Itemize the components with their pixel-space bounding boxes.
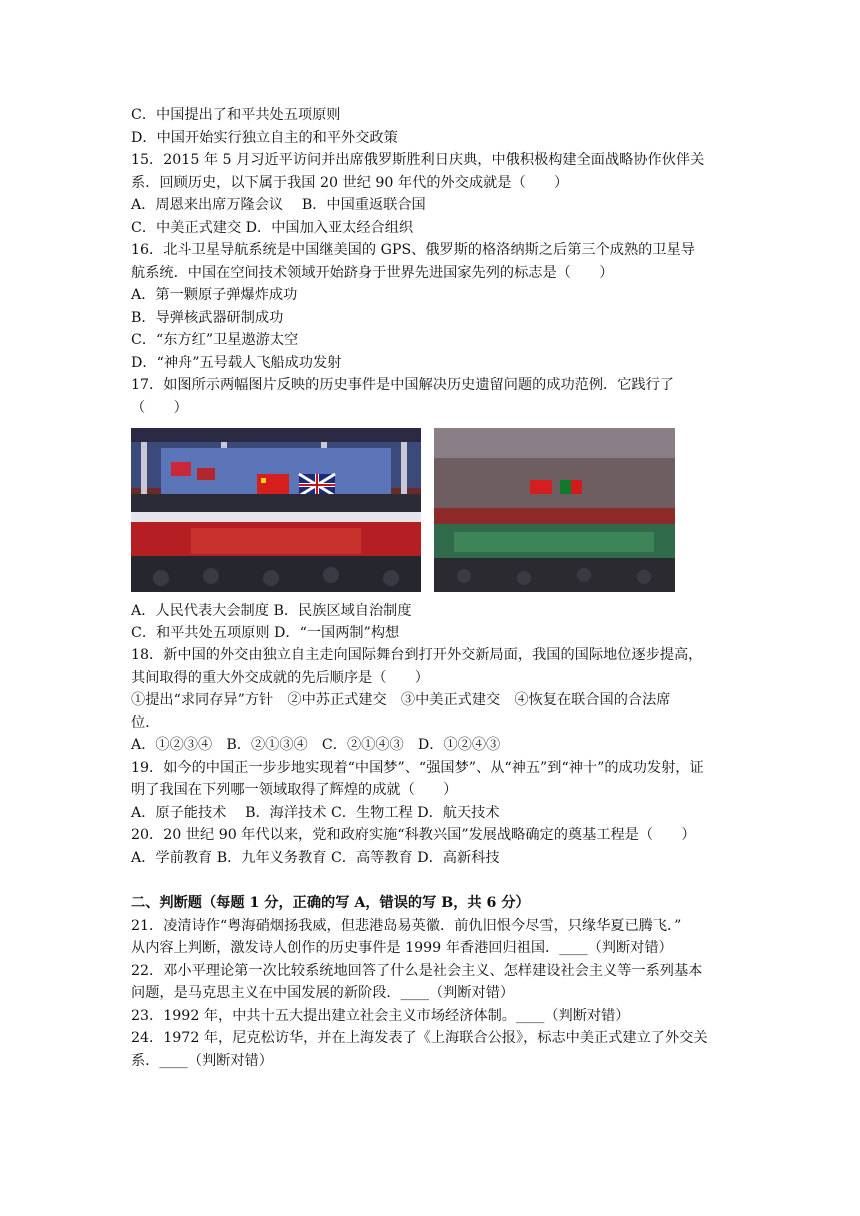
q24-stem-1: 24．1972 年，尼克松访华，并在上海发表了《上海联合公报》，标志中美正式建立了外交关 [131, 1030, 708, 1046]
q18-options: A．①②③④ B．②①③④ C．②①④③ D．①②④③ [131, 737, 501, 753]
q15-options-ab: A．周恩来出席万隆会议 B．中国重返联合国 [131, 197, 426, 213]
section-2-heading: 二、判断题（每题 1 分，正确的写 A，错误的写 B，共 6 分） [131, 895, 530, 911]
q14-option-d: D．中国开始实行独立自主的和平外交政策 [131, 130, 398, 146]
macao-handover-photo [434, 428, 675, 592]
q17-options-ab: A．人民代表大会制度 B．民族区域自治制度 [131, 603, 412, 619]
q14-option-c: C．中国提出了和平共处五项原则 [131, 107, 341, 123]
q15-stem-1: 15．2015 年 5 月习近平访问并出席俄罗斯胜利日庆典，中俄积极构建全面战略协作伙伴关 [131, 152, 705, 168]
q16-option-b: B．导弹核武器研制成功 [131, 310, 284, 326]
hong-kong-handover-photo [131, 428, 421, 592]
q15-stem-2: 系．回顾历史，以下属于我国 20 世纪 90 年代的外交成就是（ ） [131, 175, 569, 191]
q21-stem-2: 从内容上判断，激发诗人创作的历史事件是 1999 年香港回归祖国．____（判断对错） [131, 940, 673, 956]
q19-stem-1: 19．如今的中国正一步步地实现着“中国梦”、“强国梦”、从“神五”到“神十”的成功发射，证 [131, 760, 704, 776]
q20-stem: 20．20 世纪 90 年代以来，党和政府实施“科教兴国”发展战略确定的奠基工程是（ ） [131, 827, 696, 843]
q22-stem-1: 22．邓小平理论第一次比较系统地回答了什么是社会主义、怎样建设社会主义等一系列基本 [131, 963, 703, 979]
q17-options-cd: C．和平共处五项原则 D．“一国两制”构想 [131, 625, 400, 641]
q16-option-a: A．第一颗原子弹爆炸成功 [131, 287, 298, 303]
q17-stem-2: （ ） [131, 400, 188, 416]
q22-stem-2: 问题，是马克思主义在中国发展的新阶段．____（判断对错） [131, 985, 515, 1001]
q18-stem-2: 其间取得的重大外交成就的先后顺序是（ ） [131, 670, 429, 686]
q18-stem-1: 18．新中国的外交由独立自主走向国际舞台到打开外交新局面，我国的国际地位逐步提高， [131, 647, 703, 663]
q16-option-c: C．“东方红”卫星遨游太空 [131, 332, 299, 348]
q23-stem: 23．1992 年，中共十五大提出建立社会主义市场经济体制。____（判断对错） [131, 1008, 630, 1024]
q17-stem-1: 17．如图所示两幅图片反映的历史事件是中国解决历史遗留问题的成功范例．它践行了 [131, 377, 674, 393]
q19-stem-2: 明了我国在下列哪一领域取得了辉煌的成就（ ） [131, 782, 458, 798]
q16-stem-2: 航系统．中国在空间技术领域开始跻身于世界先进国家先列的标志是（ ） [131, 265, 614, 281]
q18-items-2: 位． [131, 715, 160, 731]
q24-stem-2: 系．____（判断对错） [131, 1053, 273, 1069]
q18-items-1: ①提出“求同存异”方针 ②中苏正式建交 ③中美正式建交 ④恢复在联合国的合法席 [131, 692, 671, 708]
q16-stem-1: 16．北斗卫星导航系统是中国继美国的 GPS、俄罗斯的格洛纳斯之后第三个成熟的卫星导 [131, 242, 695, 258]
q16-option-d: D．“神舟”五号载人飞船成功发射 [131, 355, 342, 371]
q19-options: A．原子能技术 B．海洋技术 C．生物工程 D．航天技术 [131, 805, 500, 821]
q21-stem-1: 21．凌清诗作“粤海硝烟扬我威，但悲港岛易英徽．前仇旧恨今尽雪，只缘华夏已腾飞．” [131, 918, 682, 934]
q20-options: A．学前教育 B．九年义务教育 C．高等教育 D．高新科技 [131, 850, 500, 866]
q15-options-cd: C．中美正式建交 D．中国加入亚太经合组织 [131, 220, 414, 236]
